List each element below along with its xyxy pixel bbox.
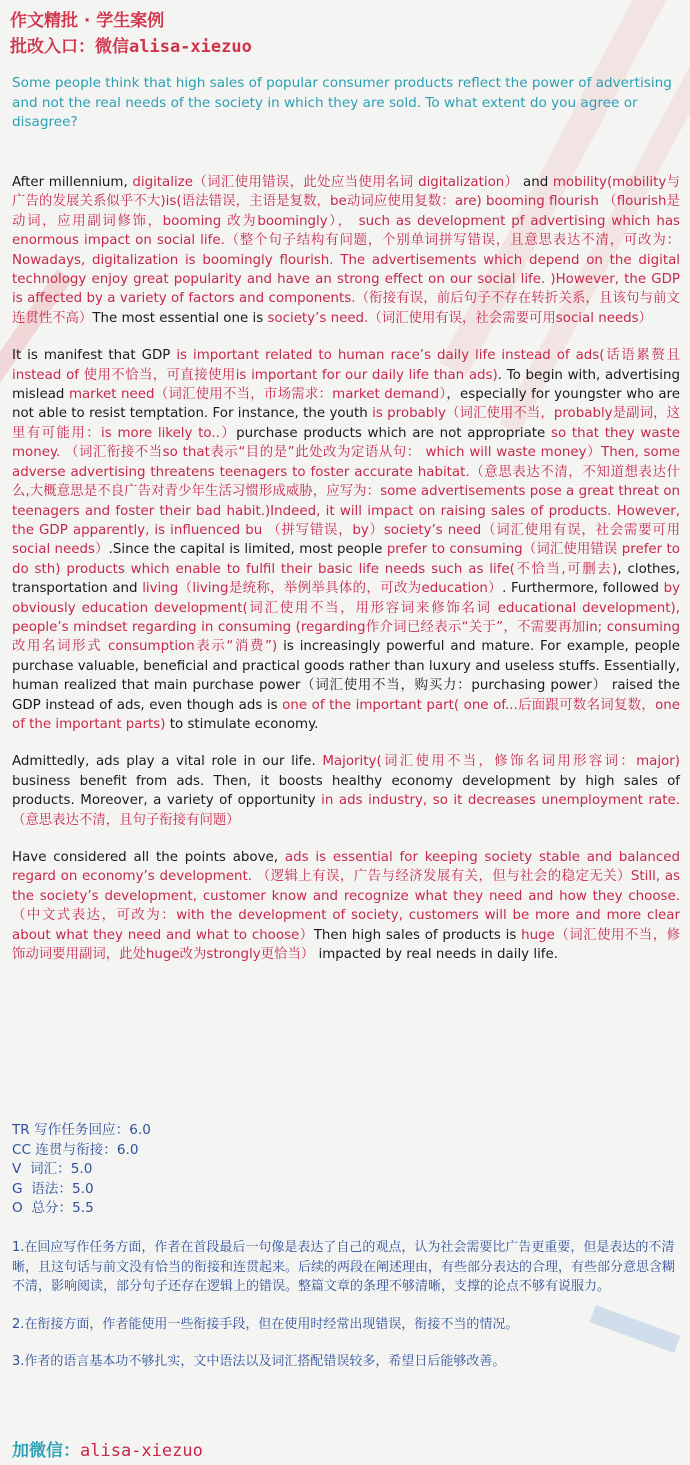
header-entry-prefix: 批改入口：微信 <box>10 37 129 57</box>
essay-paragraph <box>12 752 680 830</box>
score-value: 6.0 <box>116 1141 139 1158</box>
correction-text: living（living是统称，举例举具体的，可改为education） <box>142 581 503 597</box>
essay-text: . Furthermore, followed <box>502 581 664 597</box>
feedback <box>12 1238 682 1390</box>
correction-text: society’s need.（词汇使用有误，社会需要可用social needs） <box>267 310 653 326</box>
correction-text: Majority(词汇使用不当，修饰名词用形容词：major) <box>322 754 680 770</box>
score-g <box>12 1180 151 1200</box>
essay-question: Some people think that high sales of popular consumer products reflect the power of advertising and not the real needs of the society in which they are sold. To what extent do you agree or disagree? <box>12 75 672 130</box>
score-v <box>12 1160 151 1180</box>
essay-text: is increasingly powerful and mature. For example, people purchase valuable, beneficial and practical goods rather than luxury and useless stuffs. Essentially, human realized that main purchase power（词汇使用不当，购买力：purchasing power） raised the GDP instead of ads, even though ads is <box>12 639 680 713</box>
header-entry <box>10 34 252 60</box>
score-value: 5.5 <box>72 1200 94 1216</box>
correction-text: by obviously education development(词汇使用不当，用形容词来修饰名词 educational development), people’s mindset regarding in consuming (regarding作介词已经表示“关于”，不需要再加in; consuming改用名词形式 consumption表示“消费”) <box>12 581 681 655</box>
essay-text: After millennium, <box>12 175 133 190</box>
correction-text: digitalize（词汇使用错误，此处应当使用名词 digitalization） <box>132 175 519 190</box>
essay-text: and <box>518 175 553 190</box>
essay-text: The most essential one is <box>92 310 268 326</box>
score-cc <box>12 1141 151 1161</box>
score-label: V 词汇： <box>12 1161 71 1177</box>
footer <box>12 1436 203 1461</box>
score-value: 5.0 <box>70 1161 93 1177</box>
feedback-item: 2.在衔接方面，作者能使用一些衔接手段，但在使用时经常出现错误，衔接不当的情况。 <box>12 1316 519 1332</box>
correction-text: market need（词汇使用不当，市场需求：market demand） <box>68 387 447 403</box>
essay-text: It is manifest that GDP <box>12 348 177 364</box>
essay-text: purchase products which are not appropriate <box>236 425 551 441</box>
essay-paragraph <box>12 848 680 964</box>
essay-text: Admittedly, ads play a vital role in our life. <box>12 754 323 770</box>
correction-text: is probably（词汇使用不当，probably是副词，这里有可能用：is more likely to..） <box>12 406 680 441</box>
score-value: 6.0 <box>129 1122 151 1138</box>
score-list <box>12 1121 151 1219</box>
correction-text: prefer to consuming（词汇使用错误 prefer to do sth) products which enable to fulfil their basic life needs such as life(不恰当,可删去) <box>12 542 681 577</box>
wechat-id: alisa-xiezuo <box>129 37 252 57</box>
score-label: CC 连贯与衔接： <box>12 1141 117 1158</box>
score-label: G 语法： <box>12 1180 72 1197</box>
essay-text: impacted by real needs in daily life. <box>314 947 559 963</box>
score-o <box>12 1199 151 1219</box>
essay-text: .Since the capital is limited, most people <box>108 542 387 558</box>
essay-text: business benefit from ads. Then, it boosts healthy economy development by high sales of products. Moreover, a variety of opportunity <box>12 773 680 809</box>
score-label: TR 写作任务回应： <box>12 1122 130 1138</box>
score-tr <box>12 1121 151 1141</box>
essay-text: Have considered all the points above, <box>12 850 285 865</box>
correction-text: is important related to human race’s daily life instead of ads(话语累赘且instead of 使用不恰当，可直接使用is important for our daily life than ads) <box>12 348 680 383</box>
correction-text: ads is essential for keeping society stable and balanced regard on economy’s development. （逻辑上有误，广告与经济发展有关，但与社会的稳定无关）Still, as the society’s development, customer know and recognize what they need and how they choose.（中文式表达，可改为：with the development of society, customers will be more and more clear about what they need and what to choose） <box>12 850 680 943</box>
correction-text: one of the important part( one of...后面跟可数名词复数，one of the important parts) <box>12 697 681 732</box>
correction-text: mobility(mobility与广告的发展关系似乎不大)is(语法错误，主语是复数，be动词应使用复数：are) booming flourish （flourish是动词，应用副词修饰，booming 改为boomingly） <box>12 175 681 229</box>
footer-prefix: 加微信： <box>12 1441 80 1461</box>
score-label: O 总分： <box>12 1200 73 1216</box>
correction-text: in ads industry, so it decreases unemployment rate.（意思表达不清，且句子衔接有问题） <box>12 793 680 828</box>
essay-text: ，especially for youngster who are not able to resist temptation. For instance, the youth <box>12 387 680 422</box>
correction-text: so that they waste money. （词汇衔接不当so that表示“目的是”此处改为定语从句： which will waste money）Then, some adverse advertising threatens teenagers to foster accurate habitat.（意思表达不清，不知道想表达什么,大概意思是不良广告对青少年生活习惯形成威胁，应写为：some advertisements pose a great threat on teenagers and foster their bad habit.)Indeed, it will impact on raising sales of products. However, the GDP apparently, is influenced bu （拼写错误，by）society’s need（词汇使用有误，社会需要可用social needs） <box>12 425 680 558</box>
essay-body <box>12 173 680 982</box>
footer-wechat-id: alisa-xiezuo <box>80 1441 203 1461</box>
header <box>10 8 252 60</box>
correction-text: ， such as development pf advertising which has enormous impact on social life.（整个句子结构有问题，个别单词拼写错误，且意思表达不清，可改为：Nowadays, digitalization is boomingly flourish. The advertisements which depend on the digital technology enjoy great popularity and have an strong effect on our social life. )However, the GDP is affected by a variety of factors and components.（衔接有误，前后句子不存在转折关系，且该句与前文连贯性不高） <box>12 213 680 326</box>
correction-text: huge（词汇使用不当，修饰动词要用副词，此处huge改为strongly更恰当） <box>12 927 680 963</box>
header-title: 作文精批 · 学生案例 <box>10 11 165 31</box>
feedback-item: 1.在回应写作任务方面，作者在首段最后一句像是表达了自己的观点，认为社会需要比广告更重要，但是表达的不清晰，且这句话与前文没有恰当的衔接和连贯起来。后续的两段在阐述理由，有些部分表达的合理，有些部分意思含糊不清，影响阅读，部分句子还存在逻辑上的错误。整篇文章的条理不够清晰，支撑的论点不够有说服力。 <box>12 1240 676 1294</box>
essay-paragraph <box>12 173 680 328</box>
feedback-item: 3.作者的语言基本功不够扎实，文中语法以及词汇搭配错误较多，希望日后能够改善。 <box>12 1354 506 1369</box>
essay-text: to stimulate economy. <box>165 716 319 732</box>
essay-text: , clothes, transportation and <box>12 561 680 597</box>
essay-paragraph <box>12 346 680 734</box>
essay-text: Then high sales of products is <box>313 927 522 943</box>
essay-text: . To begin with, advertising mislead <box>12 367 680 403</box>
score-value: 5.0 <box>71 1180 94 1197</box>
